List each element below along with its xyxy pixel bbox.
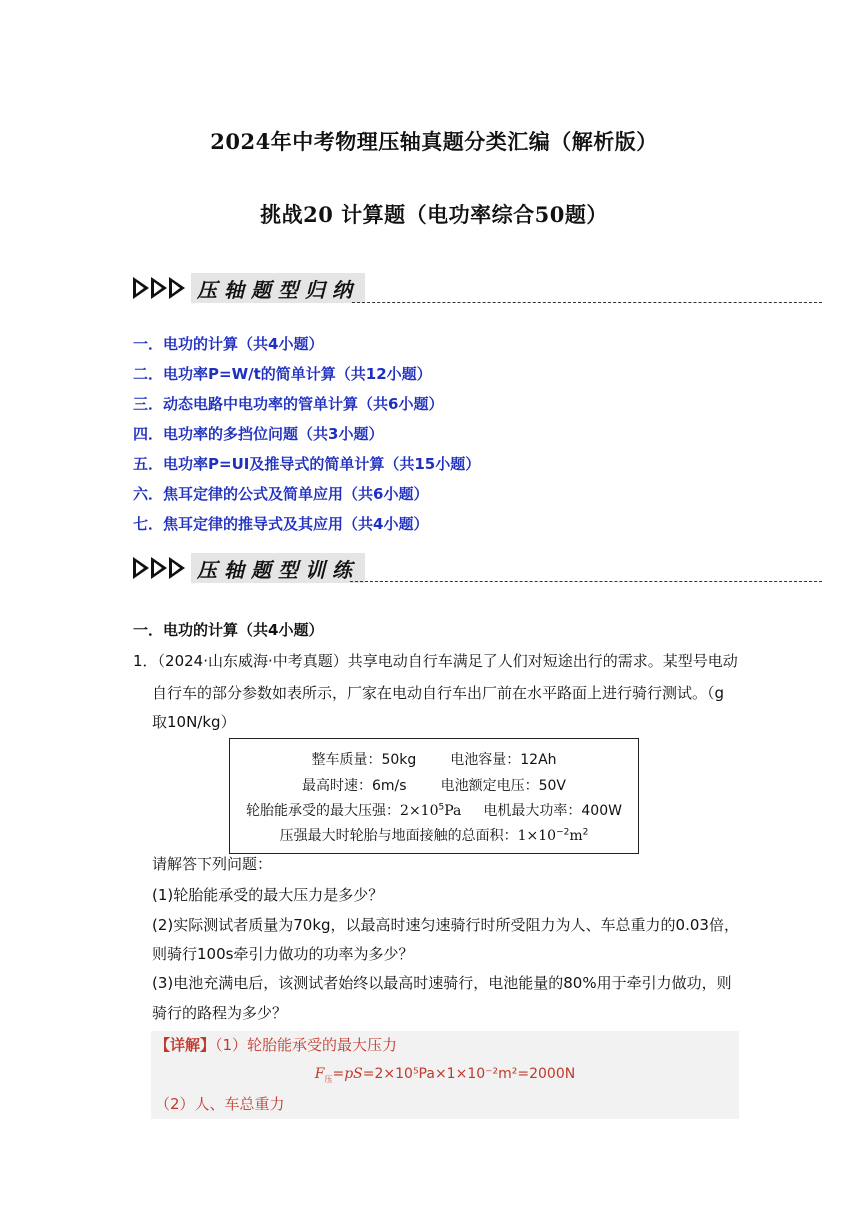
formula-value: =2×10⁵Pa×1×10⁻²m²=2000N: [362, 1066, 576, 1082]
formula-eq: =: [332, 1066, 345, 1082]
document-subtitle: 挑战20 计算题（电功率综合50题）: [260, 202, 608, 227]
param-mass: 整车质量：50kg: [311, 752, 417, 768]
param-max-pressure-label: 轮胎能承受的最大压强：: [246, 803, 401, 819]
banner-label: 压轴题型归纳: [197, 277, 359, 302]
question-text: 自行车的部分参数如表所示，厂家在电动自行车出厂前在水平路面上进行骑行测试。（g: [152, 684, 725, 702]
section-banner-summary: [133, 271, 365, 305]
param-max-speed: 最高时速：6m/s: [302, 778, 407, 794]
triple-arrow-icon: [133, 553, 187, 583]
exponent: 2: [582, 827, 589, 838]
formula-subscript: 压: [324, 1074, 333, 1084]
toc-item[interactable]: 四．电功率的多挡位问题（共3小题）: [133, 425, 384, 443]
exponent: −2: [556, 827, 570, 838]
toc-item[interactable]: 二．电功率P=W/t的简单计算（共12小题）: [133, 365, 432, 383]
section-heading: 一．电功的计算（共4小题）: [133, 621, 324, 639]
answer-line: [155, 1034, 397, 1055]
unit: Pa: [444, 803, 462, 819]
parameter-table: [229, 738, 639, 854]
answer-formula: [151, 1066, 739, 1085]
answer-text: （1）轮胎能承受的最大压力: [215, 1036, 398, 1054]
formula-symbol: pS: [344, 1066, 363, 1082]
toc-item[interactable]: 三．动态电路中电功率的管单计算（共6小题）: [133, 395, 444, 413]
triple-arrow-icon: [133, 273, 187, 303]
toc-item[interactable]: 五．电功率P=UI及推导式的简单计算（共15小题）: [133, 455, 481, 473]
sub-question: (3)电池充满电后，该测试者始终以最高时速骑行，电池能量的80%用于牵引力做功，则: [152, 974, 732, 992]
question-prompt: 请解答下列问题：: [152, 855, 273, 873]
question-text: 1．（2024·山东威海·中考真题）共享电动自行车满足了人们对短途出行的需求。某型号电动: [133, 652, 738, 670]
answer-line: （2）人、车总重力: [155, 1095, 285, 1113]
toc-item[interactable]: 六．焦耳定律的公式及简单应用（共6小题）: [133, 485, 429, 503]
table-of-contents: [133, 333, 480, 543]
dashed-divider: [350, 581, 822, 582]
banner-label: 压轴题型训练: [197, 557, 359, 582]
answer-box: [151, 1031, 739, 1119]
document-title: 2024年中考物理压轴真题分类汇编（解析版）: [210, 129, 658, 154]
param-max-pressure-value: 2×10: [400, 803, 439, 819]
param-battery-capacity: 电池容量：12Ah: [450, 752, 557, 768]
sub-question: (2)实际测试者质量为70kg，以最高时速匀速骑行时所受阻力为人、车总重力的0.03倍，: [152, 916, 739, 934]
param-contact-area-value: 1×10: [517, 828, 557, 844]
param-max-power: 电机最大功率：400W: [483, 803, 622, 819]
sub-question: 骑行的路程为多少？: [152, 1004, 288, 1022]
toc-item[interactable]: 七．焦耳定律的推导式及其应用（共4小题）: [133, 515, 429, 533]
exponent: 5: [438, 802, 445, 813]
toc-item[interactable]: 一．电功的计算（共4小题）: [133, 335, 324, 353]
dashed-divider: [352, 302, 822, 303]
unit: m: [569, 828, 583, 844]
answer-tag: 【详解】: [155, 1036, 216, 1054]
section-banner-training: [133, 551, 365, 585]
param-rated-voltage: 电池额定电压：50V: [440, 778, 566, 794]
question-text: 取10N/kg）: [152, 713, 236, 731]
param-contact-area-label: 压强最大时轮胎与地面接触的总面积：: [279, 828, 518, 844]
sub-question: 则骑行100s牵引力做功的功率为多少？: [152, 945, 414, 963]
formula-symbol: F: [314, 1066, 325, 1082]
sub-question: (1)轮胎能承受的最大压力是多少？: [152, 886, 384, 904]
